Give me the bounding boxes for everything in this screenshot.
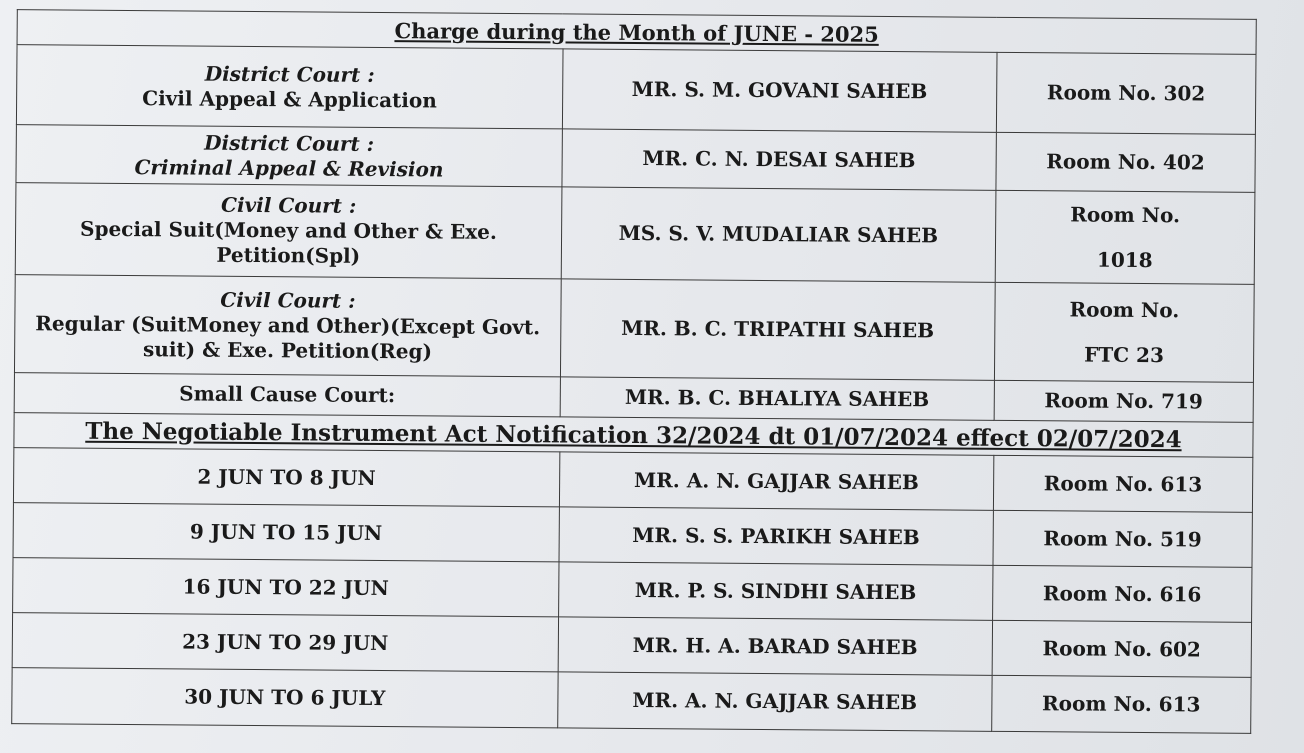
period-cell: 30 JUN TO 6 JULY [12,668,558,728]
ni-act-heading: The Negotiable Instrument Act Notification 32/2024 dt 01/07/2024 effect 02/07/2024 [14,413,1253,458]
room-label: Room No. [1069,296,1180,322]
room-cell: Room No. 616 [992,565,1252,622]
judge-cell: MR. A. N. GAJJAR SAHEB [559,452,993,510]
room-cell: Room No. 519 [993,510,1253,567]
table-row [12,668,1251,734]
court-cell: Small Cause Court: [14,373,560,417]
court-description: Criminal Appeal & Revision [134,154,444,181]
court-name: District Court : [204,130,375,156]
judge-cell: MR. B. C. BHALIYA SAHEB [560,377,994,420]
room-number: 1018 [1096,247,1153,272]
court-name: Civil Court : [220,287,356,313]
period-cell: 16 JUN TO 22 JUN [13,558,559,617]
court-description-line2: Petition(Spl) [216,242,361,268]
charge-table [11,9,1257,734]
court-name: District Court : [204,61,375,87]
room-cell: Room No. 302 [996,52,1256,134]
court-description: Civil Appeal & Application [142,85,437,112]
judge-cell: MR. B. C. TRIPATHI SAHEB [560,279,995,380]
judge-cell: MR. H. A. BARAD SAHEB [558,617,992,675]
room-label: Room No. [1070,201,1181,227]
room-cell [994,282,1254,382]
judge-cell: MR. S. S. PARIKH SAHEB [559,507,993,565]
judge-cell: MR. A. N. GAJJAR SAHEB [557,672,991,731]
table-row [15,183,1255,285]
court-cell [16,125,562,187]
room-cell [995,190,1255,284]
court-cell [16,45,562,129]
table-row [12,613,1251,678]
court-cell [15,183,562,279]
table-row [16,45,1256,135]
period-cell: 23 JUN TO 29 JUN [12,613,558,672]
court-name: Civil Court : [220,192,357,218]
page-title: Charge during the Month of JUNE - 2025 [17,10,1256,55]
room-cell: Room No. 719 [994,380,1254,422]
court-description-line2: suit) & Exe. Petition(Reg) [142,337,433,364]
court-description-line1: Regular (SuitMoney and Other)(Except Govt. [35,311,541,340]
judge-cell: MS. S. V. MUDALIAR SAHEB [561,187,996,282]
room-cell: Room No. 402 [996,132,1256,192]
room-cell: Room No. 602 [992,620,1252,677]
room-cell: Room No. 613 [993,455,1253,512]
room-number: FTC 23 [1084,342,1165,367]
judge-cell: MR. C. N. DESAI SAHEB [562,129,996,190]
room-cell: Room No. 613 [991,675,1251,733]
judge-cell: MR. S. M. GOVANI SAHEB [562,49,997,132]
period-cell: 2 JUN TO 8 JUN [13,448,559,507]
table-row [13,448,1252,513]
table-row [14,275,1254,383]
period-cell: 9 JUN TO 15 JUN [13,503,559,562]
table-row [16,125,1255,193]
court-cell [14,275,561,377]
judge-cell: MR. P. S. SINDHI SAHEB [558,562,992,620]
table-row [13,503,1252,568]
court-description-line1: Special Suit(Money and Other & Exe. [79,216,497,244]
table-row [13,558,1252,623]
